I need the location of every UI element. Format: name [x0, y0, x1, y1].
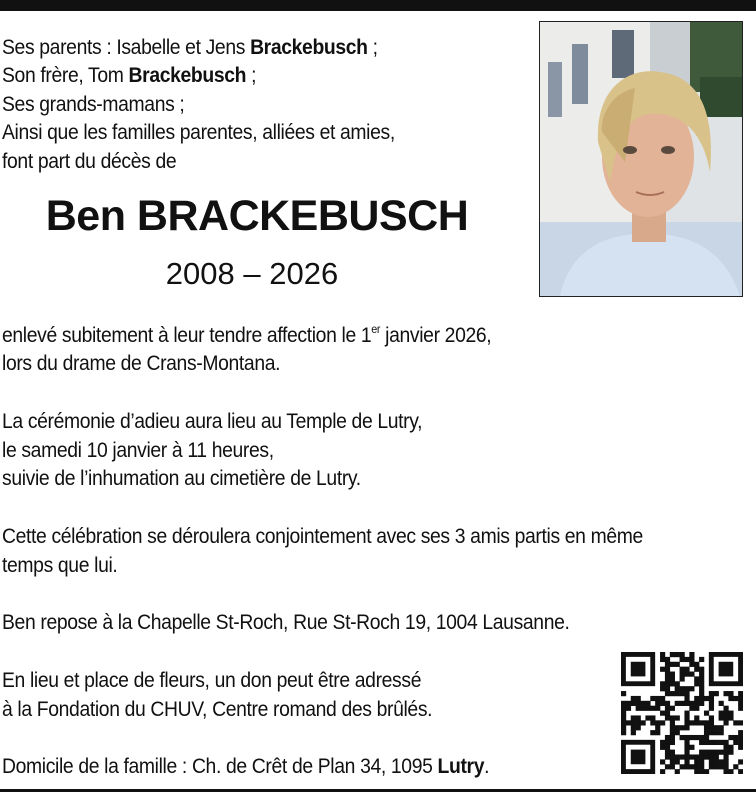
life-dates: 2008 – 2026	[165, 256, 339, 291]
ceremony-place-line: La cérémonie d’adieu aura lieu au Temple de Lutry,	[2, 409, 423, 433]
intro-parents-line: Ses parents : Isabelle et Jens Brackebusch ;	[2, 35, 378, 59]
celebration-line-1: Cette célébration se déroulera conjointement avec ses 3 amis partis en même	[2, 524, 643, 548]
death-date-line: enlevé subitement à leur tendre affection le 1er janvier 2026,	[2, 322, 492, 347]
death-place-line: lors du drame de Crans-Montana.	[2, 351, 281, 375]
donation-line-2: à la Fondation du CHUV, Centre romand des brûlés.	[2, 697, 433, 721]
deceased-name: Ben BRACKEBUSCH	[45, 192, 469, 240]
burial-line: suivie de l’inhumation au cimetière de Lutry.	[2, 466, 361, 490]
intro-grandmothers-line: Ses grands-mamans ;	[2, 92, 185, 116]
ceremony-time-line: le samedi 10 janvier à 11 heures,	[2, 438, 274, 462]
bottom-border-rule	[0, 789, 756, 792]
donation-line-1: En lieu et place de fleurs, un don peut être adressé	[2, 668, 422, 692]
intro-families-line: Ainsi que les familles parentes, alliées et amies,	[2, 120, 395, 144]
top-border-rule	[0, 0, 756, 11]
family-address-line: Domicile de la famille : Ch. de Crêt de Plan 34, 1095 Lutry.	[2, 754, 490, 778]
celebration-line-2: temps que lui.	[2, 553, 118, 577]
qr-code-icon[interactable]	[621, 652, 743, 774]
intro-brother-line: Son frère, Tom Brackebusch ;	[2, 63, 257, 87]
intro-announce-line: font part du décès de	[2, 149, 177, 173]
resting-place-line: Ben repose à la Chapelle St-Roch, Rue St-Roch 19, 1004 Lausanne.	[2, 610, 570, 634]
portrait-photo	[539, 21, 743, 297]
